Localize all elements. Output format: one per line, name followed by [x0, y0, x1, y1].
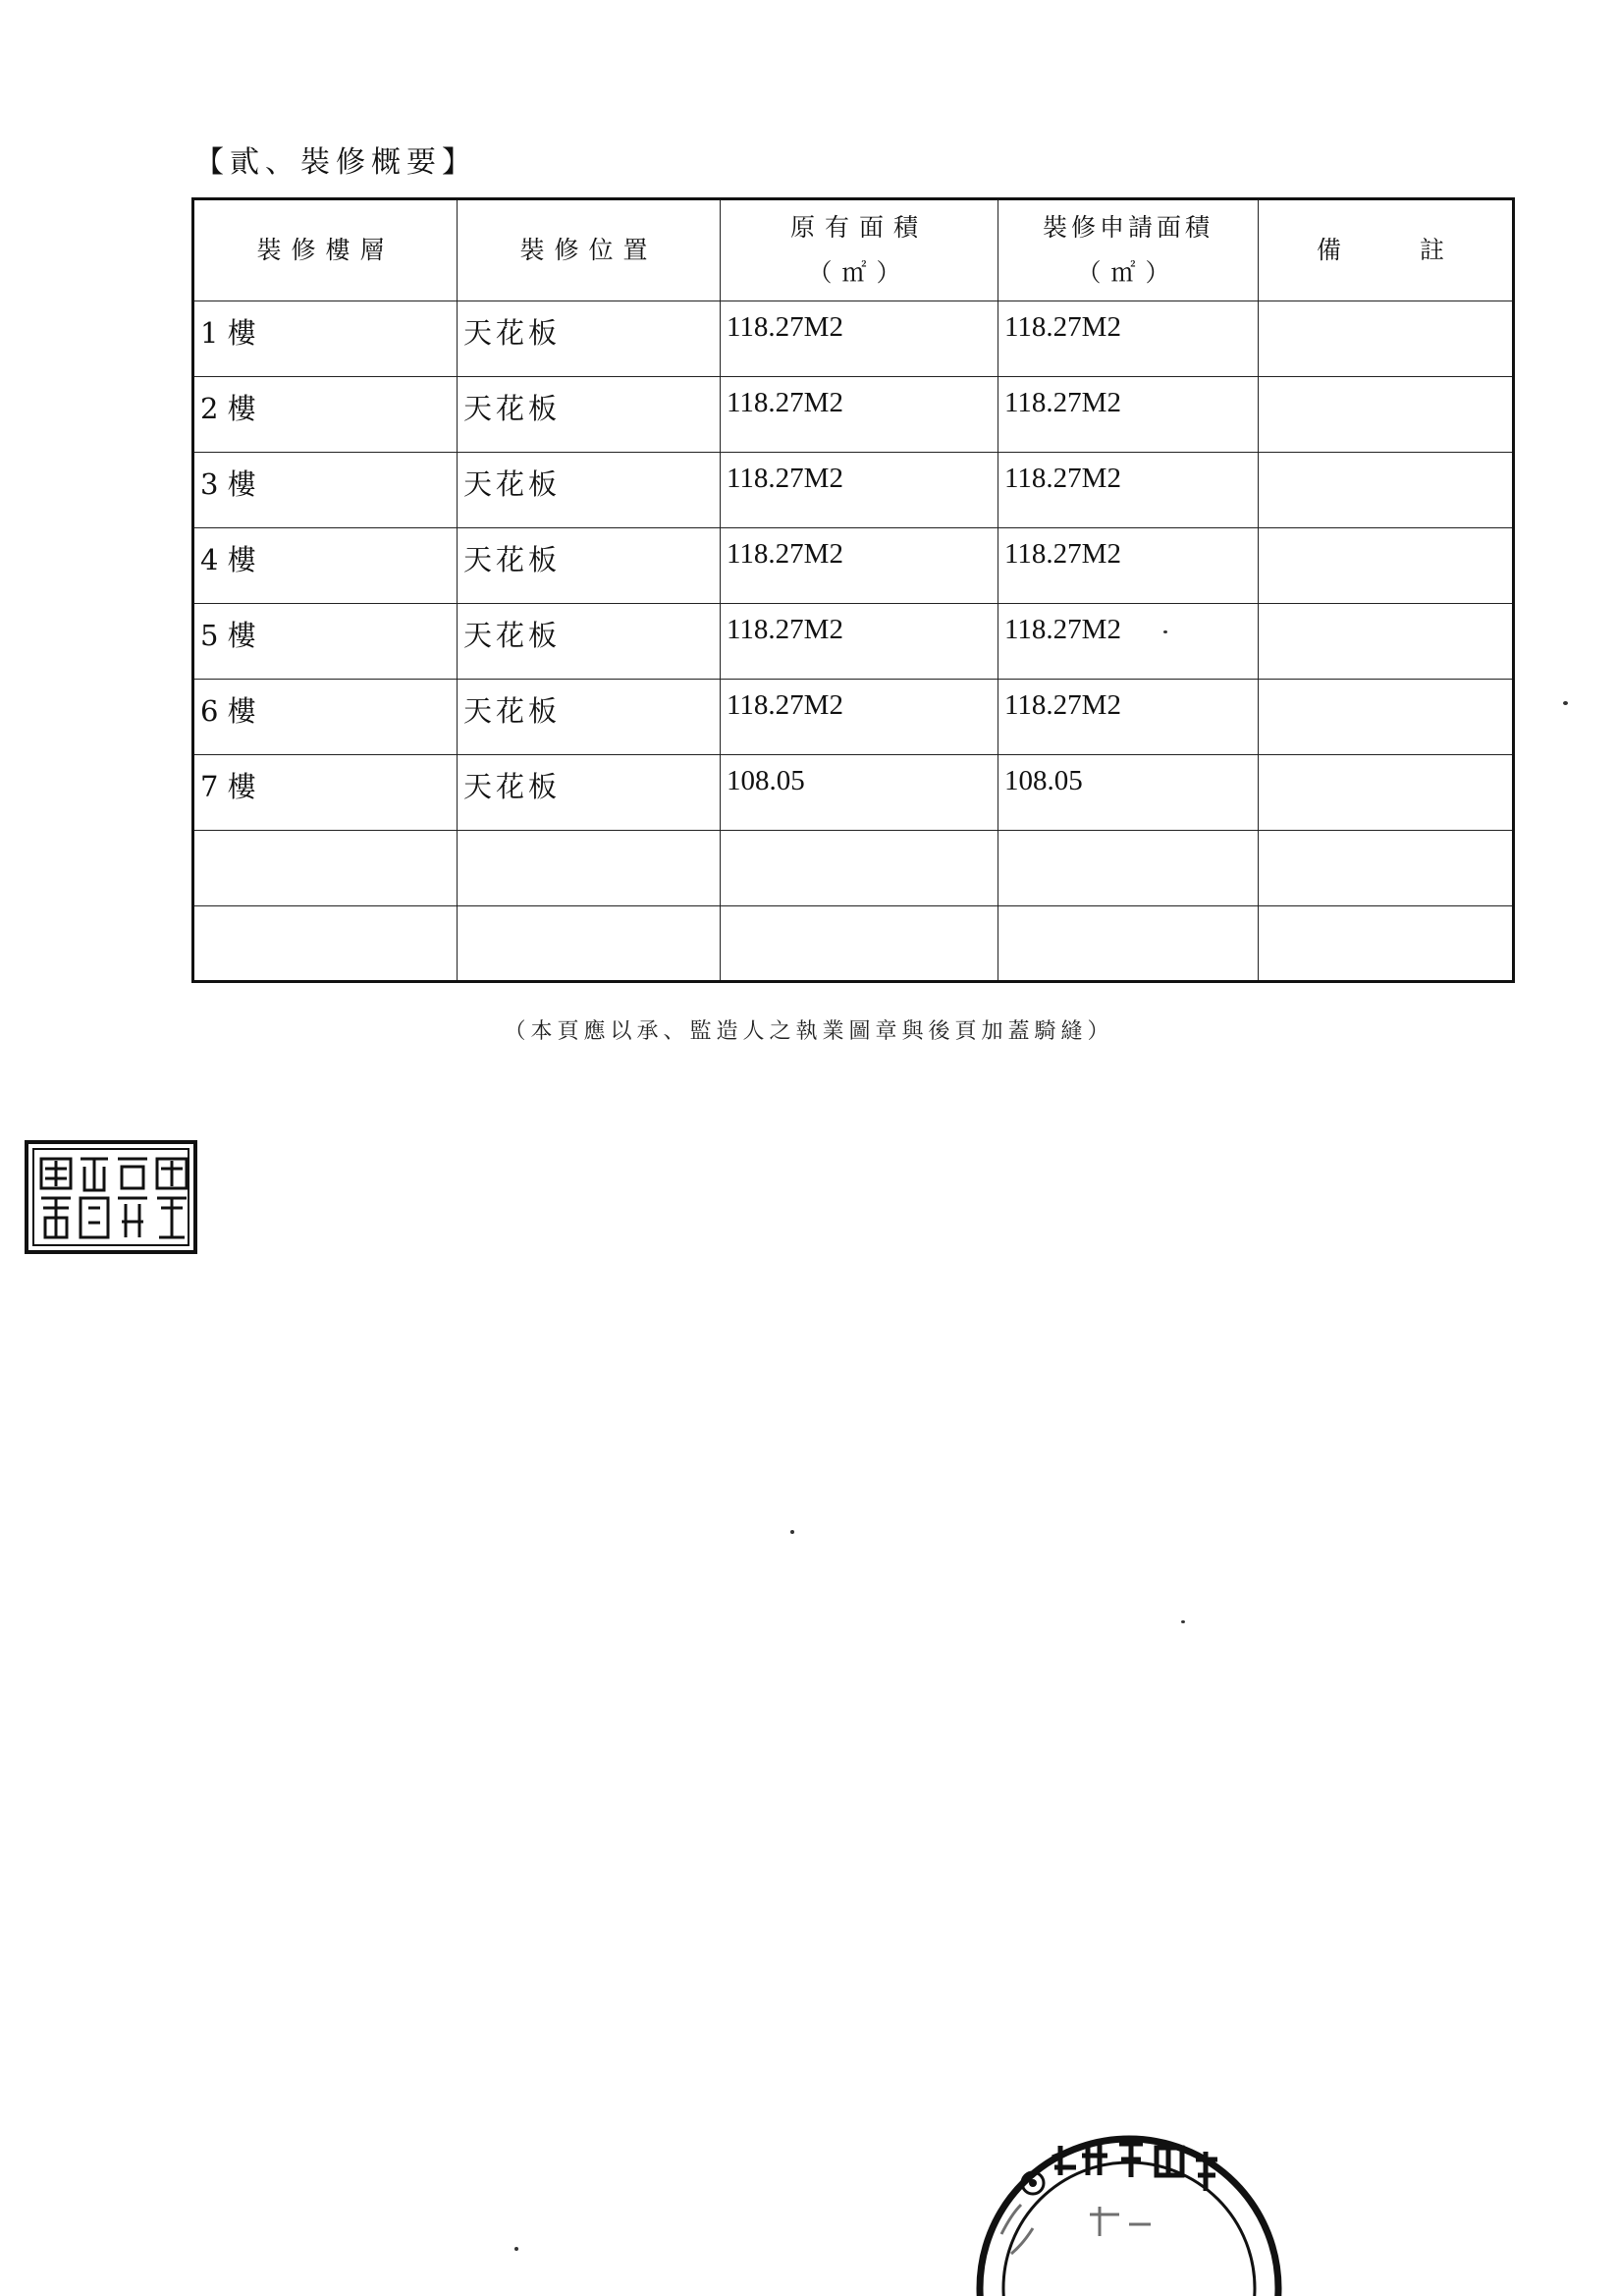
- cell-applied-area: [998, 831, 1259, 906]
- cell-location: 天花板: [458, 680, 721, 755]
- section-title: 【貳、裝修概要】: [194, 145, 477, 180]
- cell-location: [458, 831, 721, 906]
- cell-floor: 1 樓: [193, 301, 458, 377]
- header-remarks: 備 註: [1259, 199, 1514, 301]
- cell-remarks: [1259, 377, 1514, 453]
- cell-location: 天花板: [458, 528, 721, 604]
- cell-applied-area: 108.05: [998, 755, 1259, 831]
- header-original-area: [721, 199, 998, 301]
- cell-original-area: [721, 906, 998, 982]
- cell-remarks: [1259, 528, 1514, 604]
- scan-speck: [790, 1530, 794, 1534]
- cell-applied-area: 118.27M2: [998, 680, 1259, 755]
- municipal-round-seal: [972, 2116, 1286, 2296]
- cell-remarks: [1259, 906, 1514, 982]
- footnote: （本頁應以承、監造人之執業圖章與後頁加蓋騎縫）: [504, 1019, 1114, 1044]
- table-body: [193, 301, 1514, 982]
- scan-speck: [1163, 630, 1167, 633]
- header-floor: 裝修樓層: [193, 199, 458, 301]
- cell-floor: 5 樓: [193, 604, 458, 680]
- header-applied-area-unit: （㎡）: [1076, 258, 1180, 287]
- cell-floor: 2 樓: [193, 377, 458, 453]
- table-row: [193, 906, 1514, 982]
- table-header-row: [193, 199, 1514, 301]
- cell-location: 天花板: [458, 377, 721, 453]
- header-applied-area-label: 裝修申請面積: [1042, 213, 1214, 242]
- cell-floor: 6 樓: [193, 680, 458, 755]
- renovation-summary-table: [191, 197, 1515, 983]
- cell-remarks: [1259, 301, 1514, 377]
- cell-original-area: 108.05: [721, 755, 998, 831]
- table-row: [193, 604, 1514, 680]
- cell-remarks: [1259, 604, 1514, 680]
- cell-original-area: 118.27M2: [721, 680, 998, 755]
- header-original-area-label: 原有面積: [789, 213, 928, 242]
- cell-remarks: [1259, 755, 1514, 831]
- scan-speck: [1181, 1620, 1185, 1623]
- table-row: [193, 755, 1514, 831]
- table-row: [193, 528, 1514, 604]
- cell-original-area: 118.27M2: [721, 377, 998, 453]
- cell-applied-area: 118.27M2: [998, 301, 1259, 377]
- cell-original-area: [721, 831, 998, 906]
- cell-floor: [193, 906, 458, 982]
- table-row: [193, 377, 1514, 453]
- cell-floor: 4 樓: [193, 528, 458, 604]
- cell-floor: [193, 831, 458, 906]
- cell-remarks: [1259, 680, 1514, 755]
- cell-applied-area: [998, 906, 1259, 982]
- table-row: [193, 831, 1514, 906]
- cell-floor: 7 樓: [193, 755, 458, 831]
- cell-original-area: 118.27M2: [721, 301, 998, 377]
- scan-speck: [514, 2247, 518, 2251]
- header-applied-area: [998, 199, 1259, 301]
- company-seal-stamp: [24, 1139, 198, 1255]
- scan-speck: [1563, 701, 1568, 705]
- header-original-area-unit: （㎡）: [807, 258, 911, 287]
- cell-original-area: 118.27M2: [721, 453, 998, 528]
- table-row: [193, 680, 1514, 755]
- cell-original-area: 118.27M2: [721, 528, 998, 604]
- cell-applied-area: 118.27M2: [998, 453, 1259, 528]
- cell-location: 天花板: [458, 453, 721, 528]
- cell-applied-area: 118.27M2: [998, 377, 1259, 453]
- cell-location: 天花板: [458, 604, 721, 680]
- table-row: [193, 301, 1514, 377]
- cell-applied-area: 118.27M2: [998, 528, 1259, 604]
- cell-location: 天花板: [458, 755, 721, 831]
- table-row: [193, 453, 1514, 528]
- cell-location: [458, 906, 721, 982]
- cell-remarks: [1259, 453, 1514, 528]
- cell-applied-area: 118.27M2: [998, 604, 1259, 680]
- header-location: 裝修位置: [458, 199, 721, 301]
- cell-remarks: [1259, 831, 1514, 906]
- cell-original-area: 118.27M2: [721, 604, 998, 680]
- cell-location: 天花板: [458, 301, 721, 377]
- cell-floor: 3 樓: [193, 453, 458, 528]
